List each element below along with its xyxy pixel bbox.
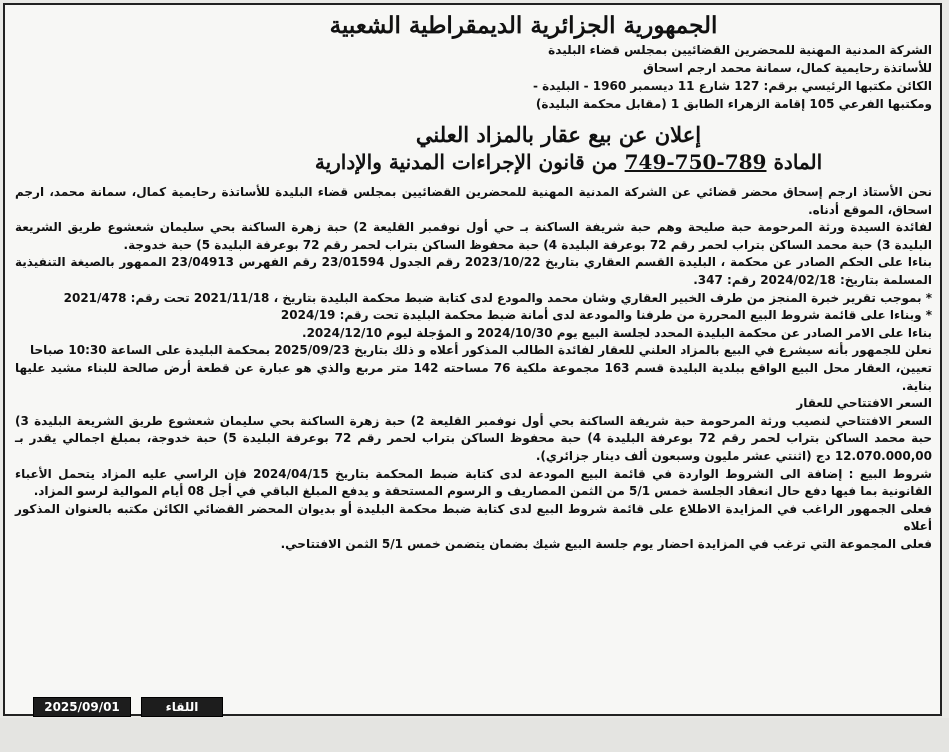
republic-title: الجمهورية الجزائرية الديمقراطية الشعبية bbox=[329, 12, 718, 39]
date-badge: 2025/09/01 bbox=[33, 697, 131, 717]
newspaper-name-badge: اللقاء bbox=[141, 697, 223, 717]
article-numbers: 749-750-789 bbox=[624, 150, 767, 174]
company-line: الشركة المدنية المهنية للمحضرين القضائيين بمجلس قضاء البليدة bbox=[548, 43, 932, 57]
article-prefix: المادة bbox=[773, 150, 823, 174]
paragraph-property: تعيين، العقار محل البيع الواقع ببلدية البليدة قسم 163 مجموعة ملكية 76 مساحته 142 متر مربع والذي هو عبارة عن قطعة أرض صالحة للبناء مشيد عليها بناية. bbox=[15, 360, 933, 393]
legal-notice-frame bbox=[3, 3, 942, 716]
paragraph-auction-date: نعلن للجمهور بأنه سيشرع في البيع بالمزاد العلني للعقار لفائدة الطالب المذكور أعلاه و ذلك بتاريخ 2025/09/23 بمحكمة البليدة على الساعة 10:30 صباحا bbox=[30, 343, 932, 358]
bailiffs-line: للأساتذة رحايمية كمال، سمانة محمد ارجم اسحاق bbox=[643, 61, 932, 75]
footer-bar bbox=[33, 697, 223, 717]
branch-office-line: ومكتبها الفرعي 105 إقامة الزهراء الطابق 1 (مقابل محكمة البليدة) bbox=[535, 97, 932, 111]
paragraph-court-order: بناءا على الامر الصادر عن محكمة البليدة المحدد لجلسة البيع يوم 2024/10/30 و المؤجلة ليوم 2024/12/10. bbox=[302, 325, 932, 340]
paragraph-public-info: فعلى الجمهور الراغب في المزايدة الاطلاع على قائمة شروط البيع لدى كتابة ضبط محكمة البليدة أو بديوان المحضر القضائي الكائن مكتبه بالعنوان المذكور أعلاه bbox=[15, 501, 932, 534]
page-margin bbox=[0, 718, 949, 752]
paragraph-conditions-list: * وبناءا على قائمة شروط البيع المحررة من طرفنا والمودعة لدى أمانة ضبط محكمة البليدة تحت رقم: 2024/19 bbox=[280, 308, 932, 323]
paragraph-opening-price: السعر الافتتاحي لنصيب ورثة المرحومة حبة شريفة الساكنة بحي أول نوفمبر القليعة 2) حبة زهرة الساكنة بحي سليمان شعشوع طريق الشريعة البليدة 3) حبة محمد الساكن بتراب لحمر رقم 72 بوعرفة البليدة 4) حبة محفوظ الساكن بتراب لحمر رقم 72 بوعرفة البليدة 5) حبة خدوجة، بمبلغ اجمالي يقدر بـ 12.070.000,00 دج (اثنتي عشر مليون وسبعون ألف دينار جزائري). bbox=[15, 413, 932, 463]
main-office-line: الكائن مكتبها الرئيسي برقم: 127 شارع 11 ديسمبر 1960 - البليدة - bbox=[532, 79, 932, 93]
paragraph-judgment: بناءا على الحكم الصادر عن محكمة ، البليدة القسم العقاري بتاريخ 2023/10/22 رقم الجدول 23/01594 رقم الفهرس 23/04913 الممهور بالصيغة التنفيذية المسلمة بتاريخ: 2024/02/18 رقم: 347. bbox=[15, 255, 932, 287]
article-reference bbox=[15, 148, 932, 176]
paragraph-bailiff: نحن الأستاذ ارجم إسحاق محضر قضائي عن الشركة المدنية المهنية للمحضرين القضائيين بمجلس قضاء البليدة للأساتذة رحايمية كمال، سمانة محمد، ارجم اسحاق، الموقع أدناه. bbox=[15, 185, 932, 217]
notice-title: إعلان عن بيع عقار بالمزاد العلني bbox=[415, 122, 702, 147]
notice-content bbox=[15, 7, 932, 553]
opening-price-heading: السعر الافتتاحي للعقار bbox=[796, 396, 932, 411]
paragraph-guarantee: فعلى المجموعة التي ترغب في المزايدة احضار يوم جلسة البيع شيك بضمان يتضمن خمس 5/1 الثمن الافتتاحي. bbox=[280, 536, 932, 551]
paragraph-sale-conditions: شروط البيع : إضافة الى الشروط الواردة في قائمة البيع المودعة لدى كتابة ضبط المحكمة بتاريخ 2024/04/15 فإن الراسي عليه المزاد يتحمل الأعباء القانونية بما فيها دفع حال انعقاد الجلسة خمس 5/1 من الثمن المصاريف و الرسوم المستحقة و يدفع المبلغ الباقي في أجل 08 أيام الموالية لرسو المزاد. bbox=[15, 466, 932, 499]
article-suffix: من قانون الإجراءات المدنية والإدارية bbox=[314, 150, 618, 174]
paragraph-expert-report: * بموجب تقرير خبرة المنجز من طرف الخبير العقاري وشان محمد والمودع لدى كتابة ضبط محكمة البليدة بتاريخ ، 2021/11/18 تحت رقم: 2021/478 bbox=[63, 290, 932, 305]
notice-body bbox=[15, 184, 932, 553]
paragraph-beneficiaries: لفائدة السيدة ورثة المرحومة حبة صليحة وهم حبة شريفة الساكنة بـ حي أول نوفمبر القليعة 2) حبة زهرة الساكنة بحي سليمان شعشوع طريق الشريعة البليدة 3) حبة محمد الساكن بتراب لحمر رقم 72 بوعرفة البليدة 4) حبة محفوظ الساكن بتراب لحمر رقم 72 بوعرفة البليدة 5) حبة خدوجة. bbox=[15, 220, 932, 252]
